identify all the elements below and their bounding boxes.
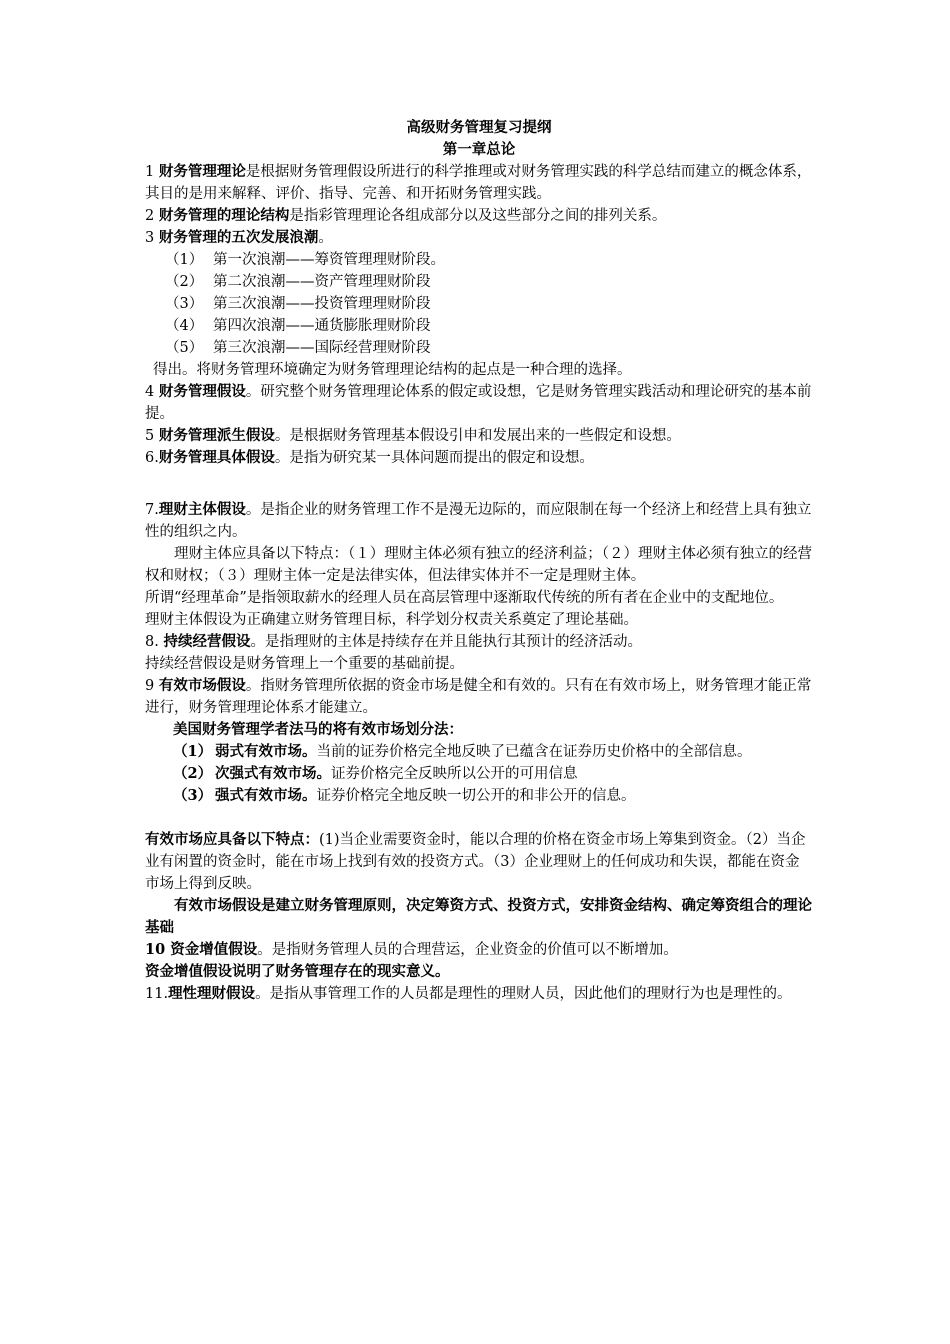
- item-number: 3: [145, 230, 159, 246]
- list-text: [215, 763, 578, 785]
- paragraph-5: [145, 425, 813, 447]
- paragraph-8: [145, 631, 813, 653]
- definition: 。研究整个财务管理理论体系的假定或设想，它是财务管理实践活动和理论研究的基本前提。: [145, 384, 812, 422]
- term: 理性理财假设: [168, 985, 256, 1002]
- list-number: （5）: [165, 340, 204, 356]
- term: 财务管理的理论结构: [158, 207, 290, 224]
- list-item: [165, 249, 813, 271]
- term: 理财主体假设: [158, 501, 246, 518]
- list-text: [215, 741, 752, 763]
- item-number: 9: [145, 678, 159, 694]
- term: 有效市场假设: [158, 677, 246, 694]
- paragraph-3: [145, 227, 813, 249]
- list-text: 第三次浪潮——国际经营理财阶段: [213, 340, 431, 356]
- list-item: [165, 271, 813, 293]
- paragraph-6: [145, 447, 813, 469]
- market-list: [145, 741, 813, 807]
- list-text: 第二次浪潮——资产管理理财阶段: [213, 274, 431, 290]
- definition: 。是指从事管理工作的人员都是理性的理财人员，因此他们的理财行为也是理性的。: [255, 986, 792, 1002]
- list-item: [173, 785, 813, 807]
- list-item: [165, 315, 813, 337]
- term: 有效市场应具备以下特点：: [145, 831, 319, 848]
- list-number: （2）: [173, 765, 213, 782]
- waves-list: [145, 249, 813, 359]
- list-number: （1）: [165, 252, 204, 268]
- entity-features: 理财主体应具备以下特点：（１）理财主体必须有独立的经济利益；（２）理财主体必须有独立的经营权和财权；（３）理财主体一定是法律实体，但法律实体并不一定是理财主体。: [145, 546, 812, 584]
- capital-growth-note: 资金增值假设说明了财务管理存在的现实意义。: [145, 963, 450, 980]
- item-number: 4: [145, 384, 159, 400]
- item-number: 7.: [145, 502, 159, 518]
- term: 持续经营假设: [163, 633, 251, 650]
- definition: 。是指财务管理人员的合理营运，企业资金的价值可以不断增加。: [257, 942, 678, 958]
- paragraph-1: [145, 161, 813, 205]
- definition: 。是根据财务管理基本假设引申和发展出来的一些假定和设想。: [274, 428, 681, 444]
- list-number: （4）: [165, 318, 204, 334]
- definition: 是根据财务管理假设所进行的科学推理或对财务管理实践的科学总结而建立的概念体系，其目的是用来解释、评价、指导、完善、和开拓财务管理实践。: [145, 164, 812, 202]
- term: 财务管理派生假设: [158, 427, 275, 444]
- list-text: 第一次浪潮——筹资管理理财阶段。: [213, 252, 445, 268]
- item-number: 2: [145, 208, 159, 224]
- efficient-market-features: [145, 829, 813, 895]
- term: 弱式有效市场。: [215, 743, 317, 760]
- chapter-title: 第一章总论: [442, 141, 516, 158]
- term: 财务管理假设: [158, 383, 246, 400]
- definition: 证券价格完全地反映一切公开的和非公开的信息。: [316, 788, 636, 804]
- term: 财务管理具体假设: [158, 449, 275, 466]
- item-number: 10: [145, 941, 171, 958]
- going-concern-note: 持续经营假设是财务管理上一个重要的基础前提。: [145, 656, 464, 672]
- definition: 。指财务管理所依据的资金市场是健全和有效的。只有在有效市场上，财务管理才能正常进行，财务管理理论体系才能建立。: [145, 678, 812, 716]
- list-number: （2）: [165, 274, 204, 290]
- item-number: 1: [145, 164, 159, 180]
- item-number: 11.: [145, 986, 169, 1002]
- paragraph-11: [145, 983, 813, 1005]
- entity-basis: 理财主体假设为正确建立财务管理目标，科学划分权责关系奠定了理论基础。: [145, 612, 638, 628]
- spacer: [145, 491, 813, 499]
- term: 资金增值假设: [170, 941, 258, 958]
- list-item: [173, 763, 813, 785]
- list-number: （3）: [165, 296, 204, 312]
- definition: 。是指理财的主体是持续存在并且能执行其预计的经济活动。: [250, 634, 642, 650]
- item-number: 5: [145, 428, 159, 444]
- manager-revolution: 所谓“经理革命”是指领取薪水的经理人员在高层管理中逐渐取代传统的所有者在企业中的支配地位。: [145, 590, 784, 606]
- term: 次强式有效市场。: [215, 765, 331, 782]
- list-item: [173, 741, 813, 763]
- definition: 是指彩管理理论各组成部分以及这些部分之间的排列关系。: [289, 208, 667, 224]
- definition: 。是指企业的财务管理工作不是漫无边际的，而应限制在每一个经济上和经营上具有独立性的组织之内。: [145, 502, 812, 540]
- document-body: [145, 117, 813, 1005]
- definition: 当前的证券价格完全地反映了已蕴含在证券历史价格中的全部信息。: [316, 744, 752, 760]
- list-text: 第三次浪潮——投资管理理财阶段: [213, 296, 431, 312]
- definition: 证券价格完全反映所以公开的可用信息: [331, 766, 578, 782]
- efficient-market-basis: 有效市场假设是建立财务管理原则，决定筹资方式、投资方式，安排资金结构、确定筹资组合的理论基础: [145, 897, 812, 936]
- conclusion-text: 得出。将财务管理环境确定为财务管理理论结构的起点是一种合理的选择。: [153, 362, 632, 378]
- spacer: [145, 807, 813, 829]
- term: 财务管理理论: [158, 163, 246, 180]
- list-item: [165, 293, 813, 315]
- paragraph-7: [145, 499, 813, 543]
- paragraph-9: [145, 675, 813, 719]
- item-number: 6.: [145, 450, 159, 466]
- list-item: [165, 337, 813, 359]
- term: 财务管理的五次发展浪潮: [158, 229, 319, 246]
- spacer: [145, 469, 813, 491]
- definition: 。: [318, 230, 333, 246]
- list-text: 第四次浪潮——通货膨胀理财阶段: [213, 318, 431, 334]
- list-number: （3）: [173, 787, 213, 804]
- definition: 。是指为研究某一具体问题而提出的假定和设想。: [274, 450, 594, 466]
- term: 强式有效市场。: [215, 787, 317, 804]
- fama-heading: 美国财务管理学者法马的将有效市场划分法：: [173, 721, 463, 738]
- paragraph-10: [145, 939, 813, 961]
- list-number: （1）: [173, 743, 213, 760]
- definition: (1)当企业需要资金时，能以合理的价格在资金市场上筹集到资金。（2）当企业有闲置的资金时，能在市场上找到有效的投资方式。（3）企业理财上的任何成功和失误，都能在资金市场上得到反映。: [145, 832, 806, 892]
- paragraph-2: [145, 205, 813, 227]
- document-title: 高级财务管理复习提纲: [406, 119, 552, 136]
- list-text: [215, 785, 636, 807]
- item-number: 8.: [145, 634, 164, 650]
- paragraph-4: [145, 381, 813, 425]
